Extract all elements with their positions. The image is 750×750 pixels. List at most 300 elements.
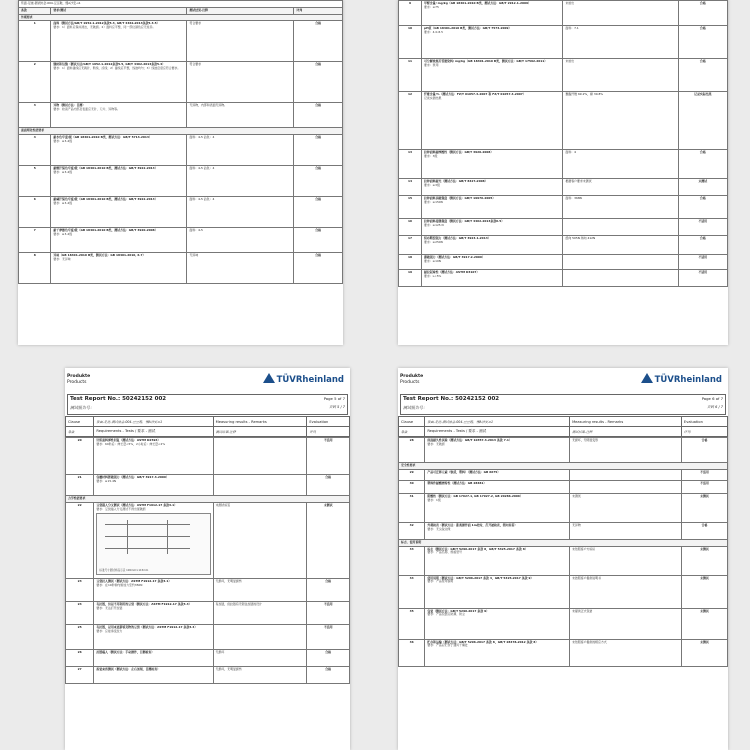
evaluation-cell: 不适用 — [307, 602, 350, 625]
evaluation-cell: 合格 — [678, 150, 727, 179]
requirement-cell — [94, 667, 213, 684]
evaluation-cell: 未测试 — [307, 502, 350, 579]
table-row — [66, 475, 350, 496]
test-item: 拉伸面料耐光（测试方法：GB/T 8427-2008） — [424, 179, 488, 183]
table-row — [19, 135, 343, 166]
requirements-header — [94, 427, 213, 437]
table-row — [399, 92, 728, 150]
result-cell: 符合要求 — [187, 62, 294, 103]
clause-number: 2 — [19, 62, 51, 103]
clause-label: Clause — [68, 419, 81, 424]
report-no: 50242152 002 — [122, 396, 167, 402]
result-cell: 未检出 — [563, 1, 678, 26]
clause-number: 15 — [399, 196, 422, 219]
result-cell — [213, 625, 307, 650]
requirements-table — [65, 437, 350, 684]
table-row — [399, 480, 728, 493]
tuv-logo — [641, 373, 722, 385]
evaluation-cell: 合格 — [678, 26, 727, 59]
table-row — [19, 21, 343, 62]
section-title: 力学性能要求 — [66, 496, 350, 503]
evaluation-cell: 合格 — [678, 196, 727, 219]
page-number: Page 5 of 7 — [323, 396, 345, 401]
result-cell: 无损坏，无明显损伤 — [213, 579, 307, 602]
evaluation-cell: 合格 — [294, 103, 343, 128]
result-cell: 符合要求 — [187, 21, 294, 62]
evaluation-label: Evaluation — [309, 419, 329, 424]
table-row — [66, 579, 350, 602]
requirement-text: 要求：≥3-4级 — [53, 231, 73, 236]
report-number-box — [67, 394, 348, 415]
requirements-table — [398, 0, 728, 287]
evaluation-cell: 合格 — [294, 62, 343, 103]
evaluation-cell: 记录实际结果 — [678, 92, 727, 150]
result-cell: 未依照客户提供的相应方式 — [570, 639, 682, 666]
evaluation-cell: 合格 — [294, 228, 343, 253]
test-item: 有拉链，但是不用利用的豆袋（测试方法：ASTM F1912-17 条款3.3） — [96, 602, 192, 607]
report-label-cn: 测试报告号： — [403, 405, 427, 410]
requirement-cell — [51, 103, 187, 128]
clause-number: 18 — [399, 255, 422, 270]
result-cell — [570, 480, 682, 493]
requirement-text: 要求：产品名称、规格型号 — [427, 550, 462, 555]
table-row — [399, 150, 728, 179]
brand-line: Produkte — [67, 374, 91, 379]
table-body — [399, 1, 728, 287]
clause-label: Clause — [401, 419, 414, 424]
test-item: 座面耐久性试验（测试方法：GB/T 10357.3-2013 条款 7.1） — [427, 438, 512, 442]
table-body — [66, 438, 350, 684]
table-row — [399, 469, 728, 480]
requirement-text: 要求：≥125 N — [424, 222, 444, 227]
evaluation-label-cn: 评判 — [683, 430, 691, 434]
requirement-cell — [425, 438, 570, 463]
result-cell: 面料：7.1 — [563, 26, 678, 59]
requirement-text: 要求：≥10N — [424, 258, 441, 263]
test-item: 异物（测试方法：目测） — [53, 103, 86, 108]
requirement-text: 要求：应能承受拉力 — [96, 629, 123, 634]
section-title: 标志、使用说明 — [399, 539, 728, 546]
test-item: 塑料件耐燃烧特性（测试方法：GB 28481） — [427, 480, 487, 485]
requirement-cell — [425, 493, 570, 522]
test-item: pH值（GB 18401-2010 B类，测试方法：GB/T 7573-2009） — [424, 26, 512, 30]
table-row — [399, 59, 728, 92]
section-row — [66, 496, 350, 503]
table-row — [19, 253, 343, 284]
triangle-icon — [641, 373, 653, 383]
result-cell: 无异物 — [570, 522, 682, 539]
evaluation-cell: 合格 — [678, 59, 727, 92]
measuring-label-cn: 测试结果-注释 — [215, 430, 236, 434]
table-body — [19, 14, 343, 284]
result-cell: 面料：368N — [563, 196, 678, 219]
requirements-label: Requirements - Tests / 要求 - 测试 — [96, 429, 156, 433]
requirement-cell — [51, 62, 187, 103]
test-item: 拆装来客测试（测试方法：左右加剂，目测检查） — [96, 667, 160, 672]
requirement-text: 要求：60秒后：伸长量<5%，2小时后：伸长量<2% — [96, 441, 166, 446]
clause-header-cn — [399, 427, 425, 437]
clause-number: 16 — [399, 219, 422, 236]
evaluation-cell: 合格 — [307, 475, 350, 496]
result-cell — [570, 469, 682, 480]
requirement-text: 要求：1）面料缝线应无跳针、断线、浮线；2）缝线应平整，线迹均匀；3）线迹密度应符合要求。 — [53, 66, 181, 71]
clause-number: 7 — [19, 228, 51, 253]
table-row — [19, 103, 343, 128]
clause-number: 8 — [19, 253, 51, 284]
test-item: 拉伸面料顶破强度（测试方法：GB/T 19976-2005） — [424, 196, 496, 200]
clause-header — [399, 417, 425, 427]
test-item: 贮存和运输（测试方法：GB/T 5296-2017 条款 8，GB/T 28478-2012 条款 8） — [427, 639, 539, 644]
test-item: 耐酸汗渍色牢度/级（GB 18401-2010 B类，测试方法：GB/T 3922-2013） — [53, 166, 158, 171]
page-number: Page 6 of 7 — [701, 396, 723, 401]
requirement-cell — [94, 625, 213, 650]
result-cell: 无损坏 — [213, 650, 307, 667]
table-row — [399, 493, 728, 522]
result-cell: 面料：4-5 沾色：4 — [187, 197, 294, 228]
topline-header — [94, 417, 213, 427]
requirement-text: 要求：≥3-4级 — [53, 138, 73, 143]
test-item: 耐碱汗渍色牢度/级（GB 18401-2010 B类，测试方法：GB/T 3922-2013） — [53, 197, 158, 202]
requirement-text: 要求：产品包装应防潮、防尘 — [427, 612, 465, 617]
evaluation-cell: 合格 — [294, 21, 343, 62]
test-item: 使用说明（测试方法：GB/T 5296-2017 条款 4，GB/T 5325-2017 条款 9） — [427, 575, 534, 580]
report-topline: 浆面-足迹-测试协会-004-豆豆鞋，慢A沙安-v1 — [427, 420, 494, 424]
result-cell — [563, 270, 678, 287]
evaluation-cell: 合格 — [294, 253, 343, 284]
requirement-cell — [425, 546, 570, 575]
result-cell: 有拉链，但拉链有无锁住拉链的设计 — [213, 602, 307, 625]
requirement-cell — [425, 469, 570, 480]
report-label-cn: 测试报告号： — [70, 405, 94, 410]
requirement-text: 要求：≥250N — [424, 239, 443, 244]
clause-number: 36 — [399, 639, 425, 666]
requirement-text: 要求：无法打开拉链 — [96, 606, 123, 611]
evaluation-cell: 不适用 — [678, 219, 727, 236]
clause-number: 30 — [399, 480, 425, 493]
requirements-table — [398, 437, 728, 667]
requirement-cell — [425, 608, 570, 639]
requirement-text: 要求：无异味 — [53, 256, 71, 261]
requirement-text: 要求：≤75 — [424, 4, 439, 9]
test-item: 拉伸面料耐摩擦性（测试方法：GB/T 3920-2008） — [424, 150, 494, 154]
clause-number: 23 — [66, 579, 94, 602]
result-cell: 无损坏，无明显变形 — [570, 438, 682, 463]
requirement-cell — [425, 639, 570, 666]
section-title: 安全性要求 — [399, 463, 728, 470]
page-number-cn: 页码 5 / 7 — [329, 405, 345, 409]
evaluation-cell: 不适用 — [681, 480, 727, 493]
report-number — [403, 396, 499, 402]
result-cell: 未测试 — [570, 493, 682, 522]
requirement-cell — [422, 219, 563, 236]
requirement-cell — [51, 228, 187, 253]
result-cell: 面料：4-5 沾色：4 — [187, 135, 294, 166]
requirement-cell — [422, 255, 563, 270]
evaluation-header — [307, 417, 350, 427]
table-row — [399, 608, 728, 639]
test-illustration — [96, 513, 210, 575]
table-row — [19, 62, 343, 103]
test-item: 纤维含量/%（测试方法：FZ/T 01057.3-2007 和 FZ/T 01057.4-2007） — [424, 92, 526, 96]
requirements-table — [18, 0, 343, 284]
requirement-text: 要求：检查产品内部及表面应无针、刀片、异物等。 — [53, 107, 120, 112]
result-cell: 无异味 — [187, 253, 294, 284]
test-item: 拉伸面料接缝强度（测试方法：GB/T 4462-2013条款6.5） — [424, 219, 505, 223]
result-cell — [563, 219, 678, 236]
report-label: Test Report No.: — [70, 396, 121, 402]
section-row — [19, 128, 343, 135]
test-item: 异味（GB 18401-2010 B类，测试方法：GB 18401-2010, 6.7） — [53, 253, 146, 258]
requirement-text: 要求：3级 — [424, 153, 438, 158]
requirement-cell — [422, 59, 563, 92]
report-topline: 浆面-足迹-测试协会-004-豆豆鞋，慢A沙安-v1 — [19, 1, 343, 8]
measuring-label: Measuring results - Remarks — [572, 419, 624, 424]
brand-line: Produkte — [400, 374, 424, 379]
clause-number: 17 — [399, 236, 422, 255]
requirement-text: 要求：1级 — [427, 497, 441, 502]
measuring-header — [570, 417, 682, 427]
table-row — [19, 197, 343, 228]
requirement-cell — [425, 575, 570, 608]
requirement-cell — [425, 480, 570, 493]
requirement-cell — [422, 150, 563, 179]
clause-number: 5 — [19, 166, 51, 197]
clause-header-cn — [66, 427, 94, 437]
result-cell: 面料：4-5 沾色：4 — [187, 166, 294, 197]
test-item: 可分解致癌芳香胺染料/ mg/kg（GB 18401-2010 B类，测试方法：GB/T 17592-2011） — [424, 59, 548, 63]
table-row — [399, 1, 728, 26]
requirement-text: 要求：无尖锐边缘 — [427, 526, 451, 531]
report-page-4 — [18, 0, 343, 345]
clause-number: 21 — [66, 475, 94, 496]
requirement-text: 要求：≥3级 — [424, 182, 440, 187]
requirement-cell — [94, 579, 213, 602]
requirement-cell — [94, 602, 213, 625]
measuring-header-cn — [570, 427, 682, 437]
measuring-label-cn: 测试结果-注释 — [572, 430, 593, 434]
column-headers — [65, 416, 350, 437]
requirement-cell — [51, 135, 187, 166]
evaluation-cell: 合格 — [681, 522, 727, 539]
table-row — [399, 522, 728, 539]
requirement-text: 要求：≥3-4级 — [53, 169, 73, 174]
test-item: 拉链端入（测试方法：手动操作，目测检查） — [96, 650, 155, 655]
column-headers — [398, 416, 728, 437]
report-header — [65, 368, 350, 416]
table-row — [399, 196, 728, 219]
requirement-cell — [94, 438, 213, 475]
clause-number: 25 — [66, 625, 94, 650]
result-cell: 无损坏，无明显损伤 — [213, 667, 307, 684]
section-title: 面面理化性能要求 — [19, 128, 343, 135]
clause-number: 14 — [399, 179, 422, 196]
evaluation-cell: 未测试 — [681, 493, 727, 522]
requirement-text: 记录实测结果 — [424, 95, 442, 100]
table-row — [399, 575, 728, 608]
requirement-cell — [422, 196, 563, 219]
evaluation-header-cn — [307, 427, 350, 437]
table-row — [19, 166, 343, 197]
evaluation-cell: 未测试 — [681, 546, 727, 575]
evaluation-cell: 合格 — [678, 236, 727, 255]
result-cell: 聚酯纤维 69.2%，棉 30.8% — [563, 92, 678, 150]
test-item: 耐拉起球性（测试方法：ASTM D3107） — [424, 270, 480, 274]
result-cell: 未提供正式包装 — [570, 608, 682, 639]
table-row — [399, 219, 728, 236]
table-row — [66, 625, 350, 650]
report-label: Test Report No.: — [403, 396, 454, 402]
requirement-text: 要求：禁用 — [424, 62, 439, 67]
result-cell: 未按照客户提供说明书 — [570, 575, 682, 608]
test-item: 包装（测试方法：GB/T 5296-2017 条款 9） — [427, 608, 490, 613]
clause-number: 6 — [19, 197, 51, 228]
requirement-cell — [422, 236, 563, 255]
clause-number: 28 — [399, 438, 425, 463]
table-row — [399, 236, 728, 255]
result-cell — [563, 255, 678, 270]
evaluation-cell: 合格 — [307, 667, 350, 684]
requirement-text: 要求：豆袋插入分叉测试不得出现破损 — [96, 506, 146, 511]
section-row — [399, 463, 728, 470]
result-cell: 未检出 — [563, 59, 678, 92]
test-item: 有拉链，是用来更新填充物的豆袋（测试方法：ASTM F1912-17 条款3.4） — [96, 625, 198, 630]
triangle-icon — [263, 373, 275, 383]
section-title: 外观要求 — [19, 14, 343, 21]
brand-line: Products — [400, 379, 420, 385]
requirements-header — [425, 427, 570, 437]
requirement-cell — [51, 166, 187, 197]
test-item: 豆袋拉入测试（测试方法：ASTM F1912-17 条款3.1） — [96, 579, 172, 584]
illustration-caption: 标准尺寸测试样品示意 100mm×115mm — [99, 568, 149, 572]
evaluation-cell: 合格 — [307, 650, 350, 667]
requirement-cell — [422, 1, 563, 26]
clause-number: 27 — [66, 667, 94, 684]
measuring-label: Measuring results - Remarks — [215, 419, 267, 424]
evaluation-cell: 未测试 — [678, 179, 727, 196]
requirement-text: 要求：在10秒钟内施加力至约350N — [96, 583, 143, 588]
clause-number: 29 — [399, 469, 425, 480]
report-topline: 浆面-足迹-测试协会-004-豆豆鞋，慢A沙安-v1 — [96, 420, 163, 424]
requirement-cell — [51, 253, 187, 284]
requirement-cell — [51, 21, 187, 62]
requirement-text: 要求：≥150N — [424, 199, 443, 204]
clause-label-cn: 条款 — [401, 430, 408, 434]
table-row — [66, 602, 350, 625]
brand-line: Products — [67, 379, 87, 385]
requirement-text: 要求：产品使用说明 — [427, 579, 454, 584]
clause-number: 13 — [399, 150, 422, 179]
test-item: 针织面料弹性回复（测试方法：ASTM D2594） — [96, 438, 161, 442]
evaluation-cell: 未测试 — [681, 639, 727, 666]
evaluation-cell: 合格 — [294, 166, 343, 197]
test-item: 耐水色牢度/级（GB 18401-2010 B类，测试方法：GB/T 5713-2013） — [53, 135, 152, 140]
clause-number: 19 — [399, 270, 422, 287]
table-row — [399, 26, 728, 59]
test-item: 织布断裂强力（测试方法：GB/T 3923.1-2013） — [424, 236, 491, 240]
clause-number: 20 — [66, 438, 94, 475]
table-row — [66, 667, 350, 684]
report-no: 50242152 002 — [455, 396, 500, 402]
table-row — [66, 502, 350, 579]
clause-number: 31 — [399, 493, 425, 522]
table-row — [66, 650, 350, 667]
table-row — [399, 270, 728, 287]
section-row — [19, 14, 343, 21]
measuring-header — [213, 417, 307, 427]
result-cell: 面料：4-5 — [187, 228, 294, 253]
table-row — [66, 438, 350, 475]
test-item: 产品可迁移元素（软质，塑料）（测试方法：GB 6675） — [427, 469, 501, 474]
brand-label — [67, 374, 90, 386]
table-row — [399, 179, 728, 196]
clause-number: 34 — [399, 575, 425, 608]
evaluation-cell: 合格 — [294, 135, 343, 166]
test-item: 撕破强力（测试方法：GB/T 3917.2-2009） — [424, 255, 485, 259]
requirement-cell — [94, 650, 213, 667]
section-row — [399, 539, 728, 546]
requirements-label: Requirements - Tests / 要求 - 测试 — [427, 429, 487, 433]
clause-number: 35 — [399, 608, 425, 639]
column-header: 测试结果-注释 — [187, 7, 294, 14]
clause-number: 11 — [399, 59, 422, 92]
evaluation-cell: 不适用 — [678, 270, 727, 287]
requirement-cell — [422, 179, 563, 196]
test-item: 耐干摩擦色牢度/级（GB 18401-2010 B类，测试方法：GB/T 3920-2008） — [53, 228, 158, 233]
measuring-header-cn — [213, 427, 307, 437]
requirement-text: 要求：≥15.4N — [96, 478, 117, 483]
clause-number: 24 — [66, 602, 94, 625]
evaluation-cell: 合格 — [678, 1, 727, 26]
evaluation-cell: 不适用 — [678, 255, 727, 270]
evaluation-header — [681, 417, 727, 427]
requirement-text: 要求：L<5% — [424, 273, 442, 278]
requirement-cell — [94, 475, 213, 496]
result-cell — [213, 475, 307, 496]
clause-number: 1 — [19, 21, 51, 62]
topline-header — [425, 417, 570, 427]
evaluation-cell: 不适用 — [307, 438, 350, 475]
clause-header — [66, 417, 94, 427]
clause-number: 26 — [66, 650, 94, 667]
clause-number: 22 — [66, 502, 94, 579]
evaluation-cell: 未测试 — [681, 608, 727, 639]
evaluation-label-cn: 评判 — [309, 430, 316, 434]
clause-number: 3 — [19, 103, 51, 128]
column-header: 条款 — [19, 7, 51, 14]
table-row — [399, 255, 728, 270]
requirement-text: 要求：1）面料应保持清洁，无破损。2）面料应平整，同一部位颜色应无差异。 — [53, 25, 156, 30]
report-page-6 — [398, 368, 728, 750]
result-cell: 经向 505N 纬向 412N — [563, 236, 678, 255]
requirement-cell — [422, 270, 563, 287]
clause-number: 10 — [399, 26, 422, 59]
report-header — [398, 368, 728, 416]
report-page-5 — [65, 368, 350, 750]
test-item: 标志（测试方法：GB/T 5296-2017 条款 8，GB/T 5325-2017 条款 8） — [427, 546, 528, 551]
clause-number: 32 — [399, 522, 425, 539]
requirement-cell — [422, 26, 563, 59]
table-body — [399, 438, 728, 667]
evaluation-cell: 不适用 — [681, 469, 727, 480]
clause-number: 9 — [399, 1, 422, 26]
report-page-5-continued — [398, 0, 728, 345]
result-cell: 未依照客户方标识 — [570, 546, 682, 575]
report-number-box — [400, 394, 726, 415]
test-item: 包覆材料胀破强力（测试方法：GB/T 3917.3-2009） — [96, 475, 169, 479]
evaluation-cell: 不适用 — [307, 625, 350, 650]
table-row — [19, 228, 343, 253]
evaluation-cell: 未测试 — [681, 575, 727, 608]
